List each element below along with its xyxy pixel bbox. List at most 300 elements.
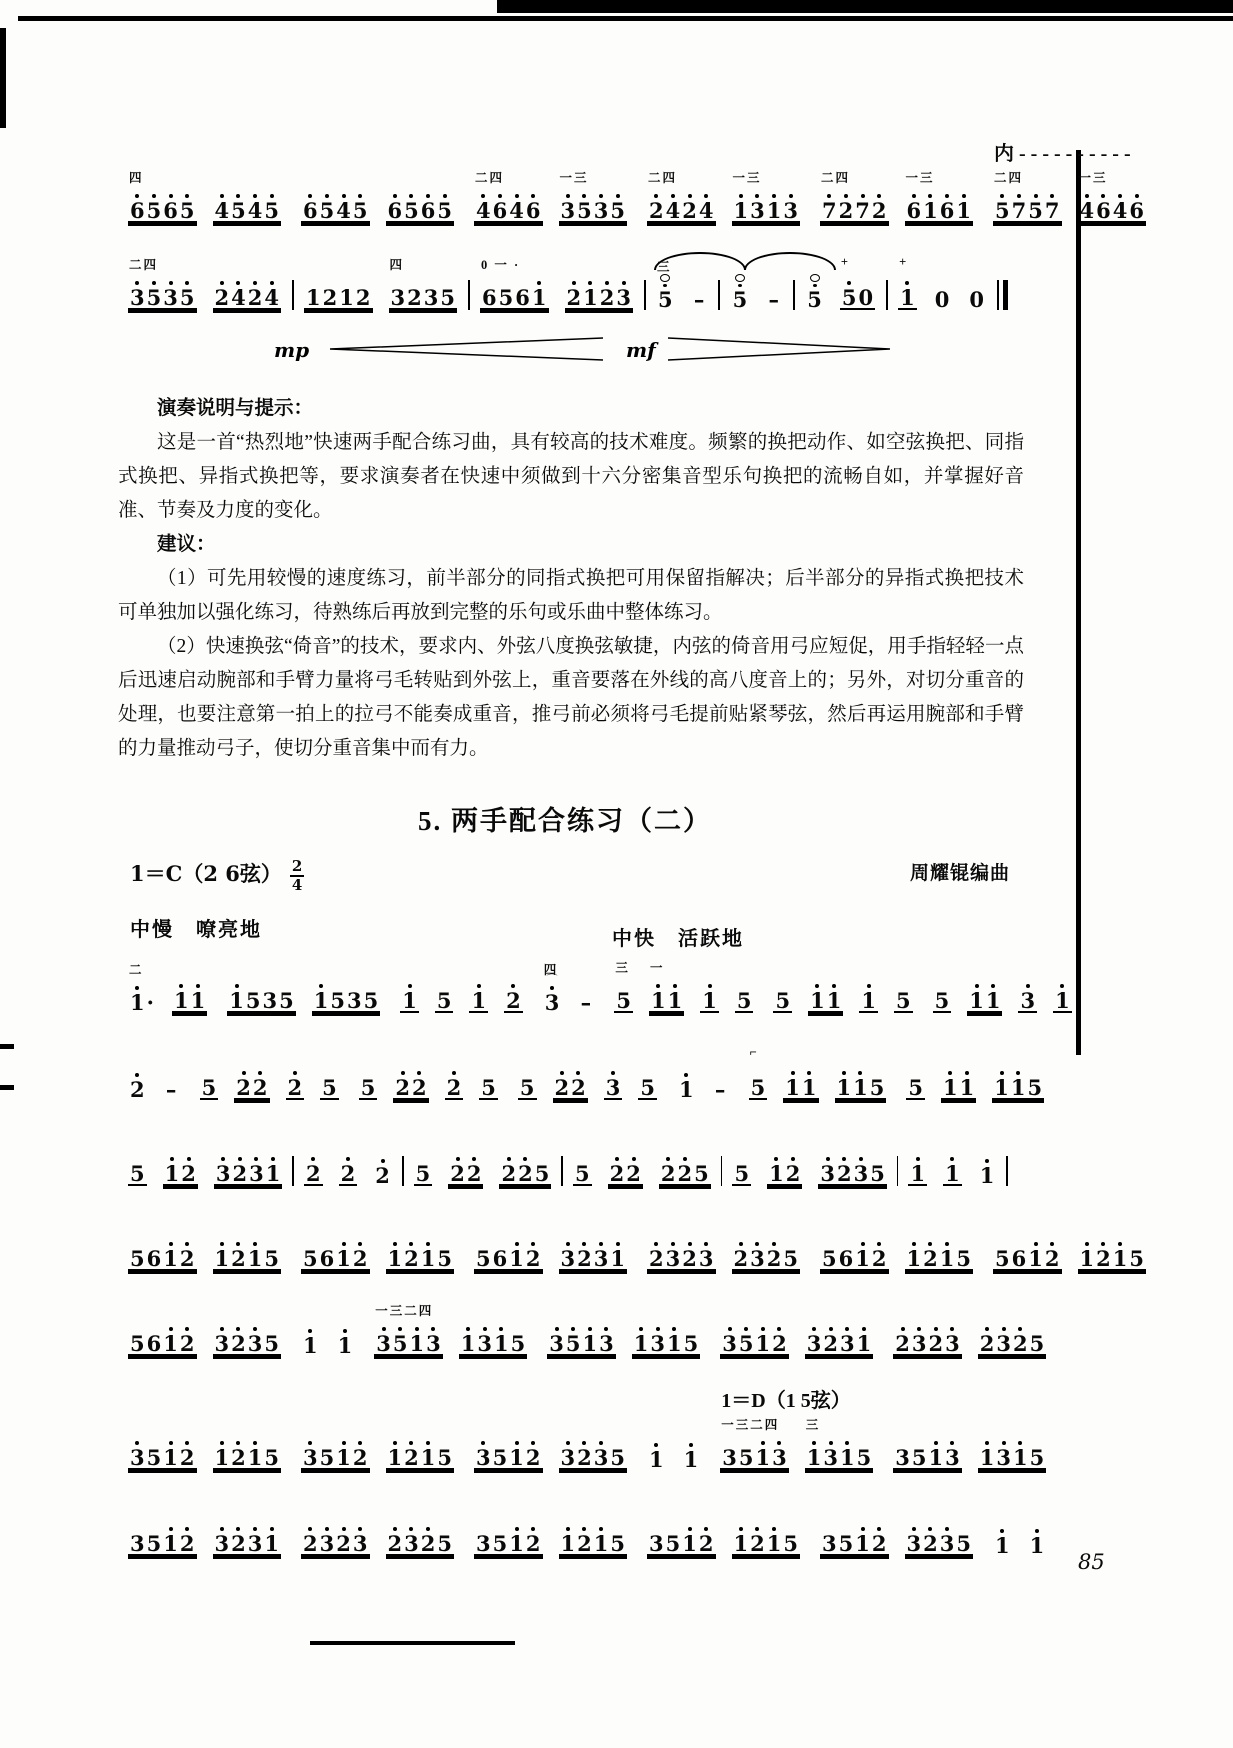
fingering-mark: 一三	[905, 171, 935, 185]
note	[555, 1062, 570, 1098]
note-group	[304, 1148, 323, 1189]
note-digit: 2	[525, 1445, 541, 1470]
hairpin-graphics	[268, 330, 918, 370]
note	[248, 1318, 263, 1354]
note	[940, 1518, 955, 1554]
note-digit: 2	[525, 1246, 541, 1271]
note-digit: 2	[599, 285, 615, 310]
note-digit: 2	[236, 1075, 251, 1100]
beat-group	[459, 1318, 528, 1356]
notes-paragraph-1: 这是一首“热烈地”快速两手配合练习曲，具有较高的技术难度。频繁的换把动作、如空弦换把、同指式换把、异指式换把等，要求演奏者在快速中须做到十六分密集音型乐句换把的流畅自如，并掌握好音准、节奏及力度的变化。	[118, 432, 1024, 521]
note	[739, 1432, 754, 1468]
note-digit: 1	[826, 988, 842, 1013]
note-digit: 1	[509, 1246, 524, 1271]
note-group	[732, 1233, 801, 1274]
note	[734, 1233, 749, 1269]
note	[437, 1233, 452, 1269]
beat-group	[213, 272, 282, 310]
note	[861, 975, 876, 1011]
note-digit: 1	[766, 198, 782, 223]
note	[180, 1518, 195, 1554]
note-digit: 1	[163, 1445, 178, 1470]
note	[248, 1518, 263, 1554]
measure	[192, 1062, 347, 1103]
note	[404, 185, 419, 221]
barline	[644, 280, 646, 310]
note	[1013, 1318, 1028, 1354]
beat-group	[732, 185, 801, 223]
note-group	[459, 1318, 528, 1359]
beat-group	[213, 185, 282, 223]
note-digit: 5	[565, 1331, 581, 1356]
measure	[466, 171, 635, 226]
page-number: 85	[1078, 1550, 1105, 1574]
music-row-2	[120, 1028, 1043, 1103]
note-digit: 2	[766, 1246, 782, 1271]
note-group	[749, 1045, 768, 1103]
note	[407, 272, 422, 308]
note-digit: 5	[481, 1075, 496, 1100]
barline	[718, 280, 720, 310]
note-digit: 5	[838, 1531, 854, 1556]
note-digit: 4	[698, 198, 714, 223]
note	[323, 272, 338, 308]
note	[571, 1062, 586, 1098]
note	[1013, 1432, 1028, 1468]
note-group	[547, 1318, 616, 1359]
music-row-4	[120, 1199, 1144, 1274]
note	[940, 185, 955, 221]
note	[421, 1518, 436, 1554]
beat-group	[765, 274, 782, 310]
note-digit: 3	[560, 1246, 576, 1271]
note-group	[898, 255, 917, 313]
note	[827, 975, 842, 1011]
fingering-mark: 三	[657, 260, 672, 274]
note-digit: 2	[407, 285, 422, 310]
note-digit: 4	[476, 198, 491, 223]
note	[279, 975, 294, 1011]
note-group	[200, 1062, 219, 1103]
note-digit: 5	[783, 1246, 798, 1271]
barline	[561, 1156, 563, 1186]
beat-group	[993, 1520, 1012, 1556]
note	[986, 975, 1001, 1011]
measure	[120, 171, 289, 226]
note-digit: 5	[732, 287, 748, 312]
beat-group	[389, 272, 458, 310]
note	[147, 1318, 162, 1354]
beat-group	[700, 975, 719, 1013]
note	[785, 1062, 800, 1098]
beat-group	[967, 975, 1002, 1013]
note	[493, 1518, 508, 1554]
note	[767, 274, 780, 310]
note	[249, 1148, 264, 1184]
note	[929, 1318, 944, 1354]
note-digit: 4	[509, 198, 524, 223]
note	[945, 1148, 960, 1184]
note-digit: 1	[785, 1075, 800, 1100]
beat-group	[720, 1318, 789, 1356]
note	[353, 1518, 368, 1554]
note	[518, 1148, 533, 1184]
note-digit: 1	[1010, 1075, 1026, 1100]
note	[853, 1062, 868, 1098]
beat-group	[967, 274, 986, 310]
note-digit: 5	[130, 1161, 145, 1186]
note	[945, 1432, 960, 1468]
note-group	[504, 975, 523, 1016]
beat-group	[1028, 1520, 1047, 1556]
note	[246, 975, 261, 1011]
note	[264, 1318, 279, 1354]
note	[561, 1233, 576, 1269]
fingering-mark: ⌐	[749, 1045, 759, 1059]
note-digit: 7	[1011, 198, 1027, 223]
measure	[885, 1432, 1054, 1473]
measure	[120, 963, 215, 1016]
note	[594, 185, 609, 221]
note	[303, 1432, 318, 1468]
note-digit: 1	[264, 1531, 279, 1556]
fingering-mark: 0 一 ·	[481, 258, 521, 272]
notes-heading: 演奏说明与提示：	[157, 398, 314, 419]
beat-group	[128, 185, 197, 223]
beat-group	[474, 185, 543, 223]
note-digit: –	[768, 287, 779, 312]
note-group	[978, 1432, 1047, 1473]
measure	[351, 1062, 506, 1103]
beat-group	[992, 1062, 1044, 1100]
beat-group	[614, 975, 633, 1013]
note-digit: 2	[181, 1161, 196, 1186]
note	[476, 1518, 491, 1554]
note	[180, 1432, 195, 1468]
note	[404, 1432, 419, 1468]
fingering-mark: 四	[543, 963, 559, 977]
note	[996, 1432, 1011, 1468]
music-row-6	[120, 1390, 1045, 1473]
note	[248, 272, 263, 308]
note-digit: 2	[750, 1531, 765, 1556]
note-digit: 1	[173, 988, 189, 1013]
note	[320, 1518, 335, 1554]
note-digit: 1	[560, 1531, 576, 1556]
note-group	[805, 274, 824, 313]
note-digit: 3	[476, 1445, 491, 1470]
note-digit: 5	[510, 1331, 526, 1356]
note-group	[614, 961, 633, 1016]
note	[600, 272, 615, 308]
note-group	[320, 1062, 339, 1103]
beat-group	[301, 1432, 370, 1470]
time-signature: $\frac{2}{4}$	[291, 857, 303, 894]
note-digit: 5	[322, 1075, 337, 1100]
note	[912, 1432, 927, 1468]
note-group	[234, 1062, 269, 1103]
beat-group	[448, 1148, 483, 1186]
note-digit: 5	[911, 1445, 927, 1470]
beat-group	[400, 975, 419, 1013]
note	[929, 1432, 944, 1468]
note	[404, 1233, 419, 1269]
note-digit: 1	[509, 1445, 524, 1470]
measure	[712, 1318, 881, 1359]
note-digit: –	[693, 287, 705, 312]
note-digit: 3	[214, 1331, 230, 1356]
note-digit: 3	[783, 198, 798, 223]
note-digit: 2	[412, 1075, 427, 1100]
note	[872, 1233, 887, 1269]
note	[839, 185, 854, 221]
note-digit: 5	[519, 1075, 535, 1100]
beat-group	[732, 1148, 751, 1186]
note-group	[386, 1233, 455, 1274]
note-digit: 2	[466, 1161, 482, 1186]
note-digit: 1	[855, 1531, 870, 1556]
key-tonic: 1＝C（2 6弦）	[130, 861, 282, 886]
note	[320, 185, 335, 221]
note-digit: 2	[923, 1531, 938, 1556]
fingering-mark: 一三二四	[375, 1304, 434, 1318]
note	[661, 1148, 676, 1184]
note	[980, 1318, 995, 1354]
note	[908, 1062, 923, 1098]
note	[634, 1318, 649, 1354]
beat-group	[499, 1148, 551, 1186]
fingering-mark: +	[899, 255, 909, 269]
beat-group	[286, 1062, 305, 1100]
note	[165, 1148, 180, 1184]
note	[336, 1432, 351, 1468]
note-digit: 3	[616, 285, 631, 310]
suggestion-paragraph-1: （1）可先用较慢的速度练习，前半部分的同指式换把可用保留指解决；后半部分的异指式换把技术可单独加以强化练习，待熟练后再放到完整的乐句或乐曲中整体练习。	[118, 568, 1024, 623]
note-group	[213, 185, 282, 226]
note-digit: 3	[750, 1246, 765, 1271]
note	[388, 185, 403, 221]
measure	[812, 1233, 981, 1274]
beat-group	[373, 1150, 392, 1186]
beat-group	[632, 1318, 701, 1356]
beat-group	[1018, 975, 1037, 1013]
beat-group	[835, 1062, 887, 1100]
dynamic-mf: mf	[626, 338, 656, 362]
note-group	[905, 1518, 974, 1559]
measure	[648, 260, 716, 313]
beat-group	[805, 1432, 874, 1470]
note-group	[712, 1064, 729, 1103]
note	[231, 1233, 246, 1269]
beat-group	[978, 1318, 1047, 1356]
note-digit: 1	[650, 988, 666, 1013]
music-line-prev-2	[120, 238, 1010, 313]
note	[956, 1233, 971, 1269]
note-digit: 1	[163, 1331, 178, 1356]
note	[130, 272, 145, 308]
note-digit: 2	[247, 285, 263, 310]
note	[515, 272, 530, 308]
note-group	[172, 975, 207, 1016]
note-digit: 6	[387, 198, 403, 223]
note-digit: 1	[163, 1246, 178, 1271]
note	[181, 1148, 196, 1184]
note-group	[993, 1520, 1012, 1559]
key-signature	[130, 858, 304, 893]
note	[1012, 1233, 1027, 1269]
note	[501, 1148, 516, 1184]
note-digit: 3	[840, 1331, 855, 1356]
note-group	[818, 1148, 887, 1189]
note-group	[765, 274, 782, 313]
note-group	[128, 1518, 197, 1559]
note-digit: 5	[146, 1445, 162, 1470]
note-digit: 1	[928, 1445, 944, 1470]
note	[767, 185, 782, 221]
fingering-mark: 二四	[475, 171, 505, 185]
beat-group	[386, 1432, 455, 1470]
beat-group	[559, 1518, 628, 1556]
note-digit: 5	[146, 1531, 162, 1556]
note	[1113, 1233, 1128, 1269]
measure	[639, 1518, 808, 1559]
note-digit: 3	[346, 988, 362, 1013]
note-digit: 1	[214, 1246, 230, 1271]
beat-group	[773, 975, 792, 1013]
note	[566, 1318, 581, 1354]
note	[1011, 1062, 1026, 1098]
beat-group	[731, 274, 750, 310]
note-digit: 2	[609, 1161, 625, 1186]
scan-artifact-bottom-line	[310, 1641, 515, 1645]
note-group	[1078, 1233, 1147, 1274]
note-digit: 6	[1096, 198, 1111, 223]
note-group	[638, 1062, 657, 1103]
note	[822, 185, 837, 221]
note-digit: 2	[649, 1246, 664, 1271]
note-group	[400, 975, 419, 1016]
note-digit: 7	[855, 198, 870, 223]
note	[1030, 1318, 1045, 1354]
note-digit: 2	[577, 1531, 592, 1556]
note-digit: 5	[303, 1246, 318, 1271]
note-digit: 5	[1029, 1331, 1045, 1356]
note-digit: 5	[658, 287, 673, 312]
note-digit: 1	[1028, 1246, 1043, 1271]
beat-group	[336, 1320, 355, 1356]
note-digit: 4	[247, 198, 263, 223]
note-digit: 5	[1027, 1075, 1043, 1100]
note-digit: 2	[923, 1246, 938, 1271]
note	[575, 1148, 590, 1184]
note	[499, 272, 514, 308]
note-group	[604, 1062, 623, 1103]
note-digit: 1	[402, 988, 417, 1013]
beat-group	[941, 1062, 976, 1100]
note	[775, 975, 790, 1011]
note-digit: 3	[906, 1531, 922, 1556]
note	[130, 1233, 145, 1269]
note-digit: 2	[1044, 1246, 1060, 1271]
note-digit: 5	[330, 988, 345, 1013]
note-digit: 1	[247, 1445, 263, 1470]
note	[1045, 1233, 1060, 1269]
note-digit: 2	[571, 1075, 586, 1100]
beat-group	[691, 274, 708, 310]
note	[823, 1432, 838, 1468]
note-group	[720, 1318, 789, 1359]
note	[163, 1318, 178, 1354]
note-digit: 2	[506, 988, 521, 1013]
note-digit: 1	[959, 1075, 975, 1100]
note-group	[435, 975, 454, 1016]
note-group	[656, 260, 675, 313]
note-digit: 2	[179, 1331, 195, 1356]
note-group	[859, 975, 878, 1016]
barline	[1006, 1156, 1008, 1186]
note-digit: 5	[956, 1246, 971, 1271]
note-group	[647, 1518, 716, 1559]
note	[783, 185, 798, 221]
note-digit: 2	[660, 1161, 676, 1186]
note-digit: 5	[734, 1161, 750, 1186]
note-digit: 1	[420, 1445, 436, 1470]
note-digit: 1	[906, 1246, 922, 1271]
beat-group	[604, 1062, 623, 1100]
note-digit: –	[714, 1077, 726, 1102]
measure	[120, 1318, 289, 1359]
note-digit: 1	[683, 1447, 699, 1472]
note-digit: 2	[554, 1075, 570, 1100]
note	[506, 975, 521, 1011]
note-group	[213, 1233, 282, 1274]
note	[376, 1318, 391, 1354]
note	[395, 1062, 410, 1098]
note	[822, 1518, 837, 1554]
barline	[886, 280, 888, 310]
note-digit: 5	[610, 1445, 625, 1470]
note	[807, 1318, 822, 1354]
beat-group	[859, 975, 878, 1013]
note-digit: 1	[943, 1075, 958, 1100]
beat-group	[1078, 185, 1147, 223]
note-digit: 3	[426, 1331, 441, 1356]
note-digit: 5	[683, 1331, 699, 1356]
note-digit: 1	[633, 1331, 649, 1356]
note	[388, 1518, 403, 1554]
note	[802, 1062, 817, 1098]
note	[264, 185, 279, 221]
note	[577, 185, 592, 221]
note	[960, 1062, 975, 1098]
note-group	[805, 1418, 874, 1473]
note-digit: 1	[190, 988, 206, 1013]
note-digit: 5	[264, 1445, 279, 1470]
note	[667, 1318, 682, 1354]
note	[476, 185, 491, 221]
beat-group	[213, 1233, 282, 1271]
note-digit: 1	[806, 1445, 822, 1470]
note-digit: 5	[750, 1075, 766, 1100]
note	[526, 1518, 541, 1554]
note-digit: 1	[956, 198, 971, 223]
measure	[472, 258, 641, 313]
note-group	[732, 1148, 751, 1189]
beat-group	[933, 975, 952, 1013]
note	[416, 1148, 431, 1184]
note-digit: 6	[492, 1246, 508, 1271]
barline	[997, 280, 999, 310]
